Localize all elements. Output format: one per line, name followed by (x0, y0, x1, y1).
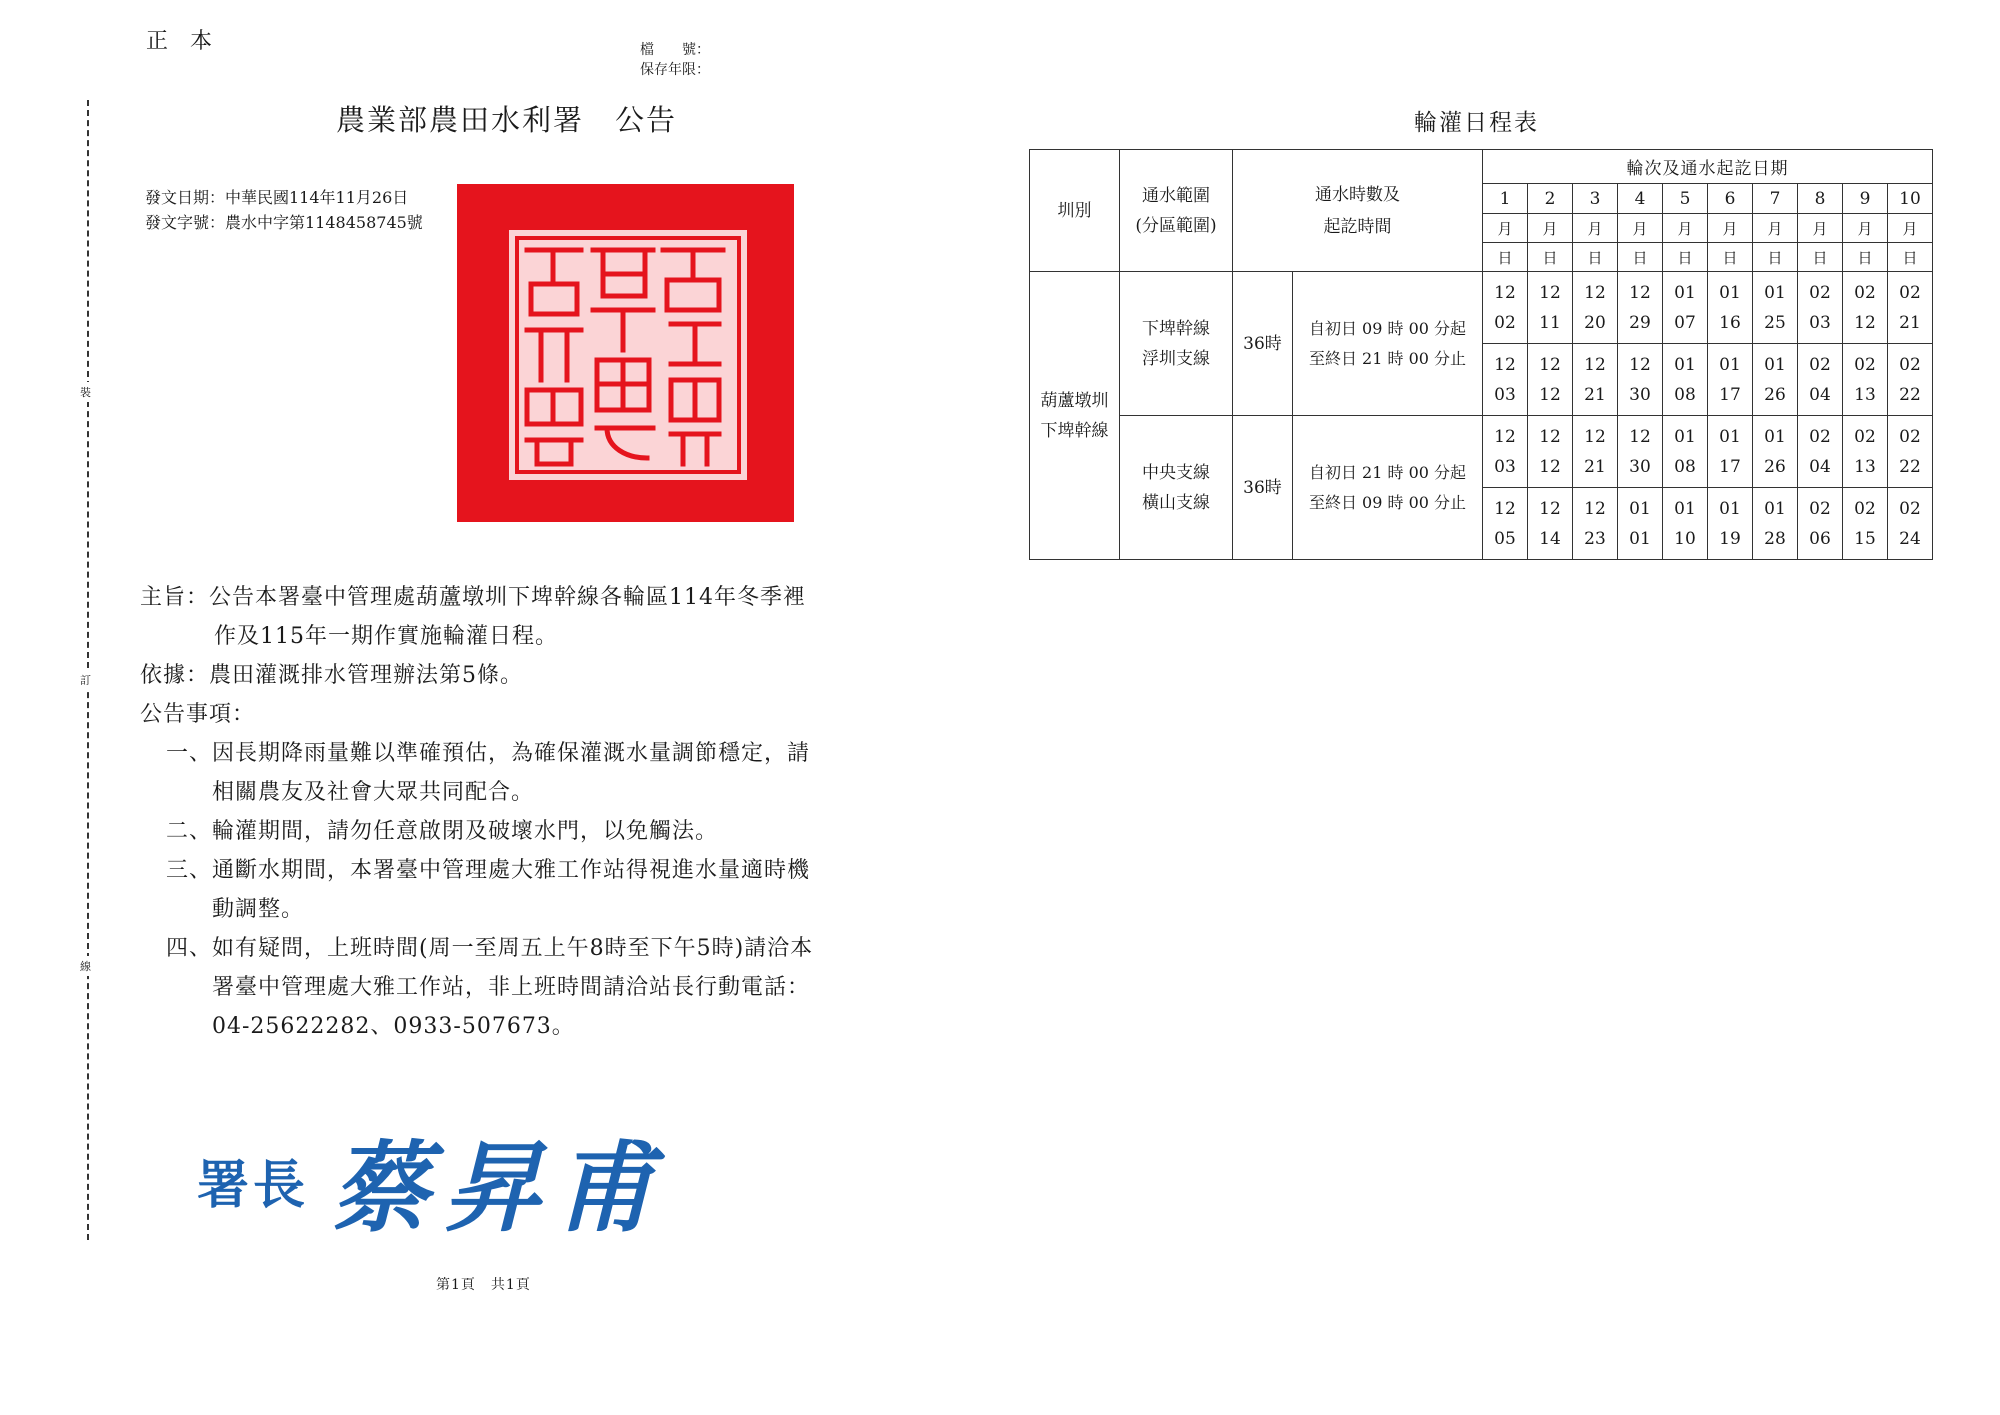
schedule-table (1029, 149, 1933, 560)
date-month: 12 (1584, 354, 1606, 375)
date-month: 02 (1854, 426, 1876, 447)
month-label-3: 月 (1573, 214, 1618, 243)
page-footer: 第1頁 共1頁 (436, 1277, 531, 1293)
date-day: 26 (1764, 384, 1786, 405)
water-hours: 36時 (1233, 416, 1293, 560)
item-1-line-1: 一、因長期降雨量難以準確預估，為確保灌溉水量調節穩定，請 (166, 741, 811, 766)
header-range-line-1: 通水範圍 (1142, 185, 1210, 206)
header-canal: 圳別 (1030, 150, 1120, 272)
header-hours-line-1: 通水時數及 (1315, 184, 1400, 205)
date-day: 06 (1809, 528, 1831, 549)
issue-info (145, 185, 423, 235)
date-month: 01 (1719, 426, 1741, 447)
round-1-end-date (1483, 344, 1528, 416)
month-label-6: 月 (1708, 214, 1753, 243)
date-day: 11 (1539, 312, 1561, 333)
round-7-start-date (1753, 272, 1798, 344)
round-8-end-date (1798, 344, 1843, 416)
start-time: 自初日 09 時 00 分起 (1308, 318, 1467, 338)
date-month: 01 (1764, 282, 1786, 303)
round-6-end-date (1708, 488, 1753, 560)
round-9-start-date (1843, 416, 1888, 488)
date-day: 20 (1584, 312, 1606, 333)
date-month: 01 (1719, 282, 1741, 303)
date-day: 21 (1584, 456, 1606, 477)
header-row-1 (1030, 150, 1933, 184)
month-label-4: 月 (1618, 214, 1663, 243)
date-month: 01 (1674, 498, 1696, 519)
header-hours-line-2: 起訖時間 (1323, 216, 1392, 237)
start-end-time (1293, 416, 1483, 560)
signature-role: 署長 (197, 1155, 310, 1216)
date-day: 19 (1719, 528, 1741, 549)
round-10-end-date (1888, 488, 1933, 560)
date-month: 12 (1629, 426, 1651, 447)
date-month: 01 (1719, 354, 1741, 375)
date-day: 17 (1719, 456, 1741, 477)
date-month: 12 (1629, 282, 1651, 303)
date-day: 10 (1674, 528, 1696, 549)
date-day: 30 (1629, 456, 1651, 477)
date-day: 03 (1494, 384, 1516, 405)
date-month: 02 (1809, 354, 1831, 375)
day-label-8: 日 (1798, 243, 1843, 272)
date-month: 02 (1899, 426, 1921, 447)
canal-name-line-1: 葫蘆墩圳 (1040, 390, 1109, 411)
month-label-7: 月 (1753, 214, 1798, 243)
month-label-8: 月 (1798, 214, 1843, 243)
date-day: 12 (1539, 456, 1561, 477)
service-range-line-1: 中央支線 (1142, 462, 1210, 483)
date-month: 02 (1899, 354, 1921, 375)
round-2-end-date (1528, 344, 1573, 416)
end-time: 至終日 21 時 00 分止 (1308, 348, 1467, 368)
date-day: 13 (1854, 384, 1876, 405)
round-10-start-date (1888, 416, 1933, 488)
date-day: 21 (1899, 312, 1921, 333)
round-8-start-date (1798, 272, 1843, 344)
canal-name-line-2: 下埤幹線 (1040, 420, 1109, 441)
item-4-line-3: 04-25622282、0933-507673。 (212, 1014, 575, 1039)
date-month: 01 (1764, 426, 1786, 447)
day-label-4: 日 (1618, 243, 1663, 272)
round-1-end-date (1483, 488, 1528, 560)
date-month: 12 (1629, 354, 1651, 375)
date-month: 01 (1674, 426, 1696, 447)
item-4-line-1: 四、如有疑問，上班時間(周一至周五上午8時至下午5時)請洽本 (166, 936, 814, 961)
date-month: 02 (1854, 498, 1876, 519)
round-6-start-date (1708, 272, 1753, 344)
round-3-end-date (1573, 344, 1618, 416)
schedule-title: 輪灌日程表 (1414, 110, 1539, 136)
round-4-start-date (1618, 416, 1663, 488)
item-1-line-2: 相關農友及社會大眾共同配合。 (212, 780, 535, 805)
date-day: 25 (1764, 312, 1786, 333)
table-row (1030, 416, 1933, 488)
director-signature (197, 1110, 667, 1251)
round-8-end-date (1798, 488, 1843, 560)
canal-name (1030, 272, 1120, 560)
date-day: 14 (1539, 528, 1561, 549)
round-number-10: 10 (1888, 184, 1933, 214)
date-day: 04 (1809, 456, 1831, 477)
date-month: 02 (1854, 354, 1876, 375)
date-day: 02 (1494, 312, 1516, 333)
date-day: 24 (1899, 528, 1921, 549)
item-3-line-2: 動調整。 (212, 897, 305, 922)
signature-name: 蔡昇甫 (331, 1131, 668, 1246)
round-3-end-date (1573, 488, 1618, 560)
date-month: 01 (1719, 498, 1741, 519)
date-day: 13 (1854, 456, 1876, 477)
date-month: 12 (1584, 498, 1606, 519)
round-1-start-date (1483, 416, 1528, 488)
round-1-start-date (1483, 272, 1528, 344)
service-range-line-2: 橫山支線 (1142, 492, 1210, 513)
date-month: 01 (1764, 354, 1786, 375)
day-label-7: 日 (1753, 243, 1798, 272)
round-6-start-date (1708, 416, 1753, 488)
date-day: 03 (1494, 456, 1516, 477)
round-9-end-date (1843, 344, 1888, 416)
seal-graphic (457, 184, 794, 522)
binding-mark-staple: 訂 (80, 670, 91, 690)
date-day: 29 (1629, 312, 1651, 333)
day-label-5: 日 (1663, 243, 1708, 272)
date-day: 12 (1539, 384, 1561, 405)
round-number-1: 1 (1483, 184, 1528, 214)
round-2-start-date (1528, 272, 1573, 344)
date-month: 12 (1539, 498, 1561, 519)
date-month: 01 (1674, 354, 1696, 375)
round-4-start-date (1618, 272, 1663, 344)
round-5-start-date (1663, 272, 1708, 344)
round-4-end-date (1618, 488, 1663, 560)
notice-body (140, 578, 890, 1046)
round-10-start-date (1888, 272, 1933, 344)
date-day: 30 (1629, 384, 1651, 405)
date-month: 12 (1539, 426, 1561, 447)
round-3-start-date (1573, 272, 1618, 344)
round-number-9: 9 (1843, 184, 1888, 214)
original-copy-mark: 正本 (146, 29, 235, 54)
date-day: 04 (1809, 384, 1831, 405)
file-meta (640, 40, 710, 80)
date-month: 01 (1764, 498, 1786, 519)
binding-mark-line: 線 (80, 956, 91, 976)
date-month: 12 (1494, 498, 1516, 519)
date-day: 21 (1584, 384, 1606, 405)
end-time: 至終日 09 時 00 分止 (1308, 492, 1467, 512)
date-month: 12 (1494, 282, 1516, 303)
day-label-9: 日 (1843, 243, 1888, 272)
table-row (1030, 272, 1933, 344)
round-2-start-date (1528, 416, 1573, 488)
day-label-1: 日 (1483, 243, 1528, 272)
date-month: 02 (1809, 282, 1831, 303)
date-day: 12 (1854, 312, 1876, 333)
service-range (1120, 272, 1233, 416)
round-number-4: 4 (1618, 184, 1663, 214)
month-label-1: 月 (1483, 214, 1528, 243)
round-9-end-date (1843, 488, 1888, 560)
round-6-end-date (1708, 344, 1753, 416)
round-10-end-date (1888, 344, 1933, 416)
month-label-5: 月 (1663, 214, 1708, 243)
issue-date: 發文日期：中華民國114年11月26日 (145, 188, 409, 207)
round-5-end-date (1663, 488, 1708, 560)
day-label-6: 日 (1708, 243, 1753, 272)
round-number-5: 5 (1663, 184, 1708, 214)
date-month: 12 (1584, 426, 1606, 447)
round-3-start-date (1573, 416, 1618, 488)
date-month: 01 (1674, 282, 1696, 303)
round-2-end-date (1528, 488, 1573, 560)
day-label-3: 日 (1573, 243, 1618, 272)
month-label-10: 月 (1888, 214, 1933, 243)
issue-number: 發文字號：農水中字第1148458745號 (145, 213, 423, 232)
date-day: 05 (1494, 528, 1516, 549)
binding-mark-bind: 裝 (80, 382, 91, 402)
item-3-line-1: 三、通斷水期間，本署臺中管理處大雅工作站得視進水量適時機 (166, 858, 811, 883)
round-5-start-date (1663, 416, 1708, 488)
header-range-line-2: (分區範圍) (1135, 215, 1217, 236)
month-label-2: 月 (1528, 214, 1573, 243)
date-month: 02 (1899, 282, 1921, 303)
round-4-end-date (1618, 344, 1663, 416)
date-month: 12 (1539, 282, 1561, 303)
service-range (1120, 416, 1233, 560)
date-month: 01 (1629, 498, 1651, 519)
date-day: 08 (1674, 456, 1696, 477)
schedule-body (1030, 272, 1933, 560)
date-month: 02 (1899, 498, 1921, 519)
service-range-line-2: 浮圳支線 (1142, 348, 1210, 369)
round-8-start-date (1798, 416, 1843, 488)
item-4-line-2: 署臺中管理處大雅工作站，非上班時間請洽站長行動電話： (212, 975, 811, 1000)
file-number-label: 檔 號： (640, 42, 710, 58)
date-day: 03 (1809, 312, 1831, 333)
date-day: 16 (1719, 312, 1741, 333)
start-end-time (1293, 272, 1483, 416)
date-day: 08 (1674, 384, 1696, 405)
notice-title: 農業部農田水利署 公告 (336, 103, 678, 137)
round-number-2: 2 (1528, 184, 1573, 214)
date-month: 12 (1584, 282, 1606, 303)
header-hours (1233, 150, 1483, 272)
service-range-line-1: 下埤幹線 (1142, 318, 1210, 339)
date-day: 23 (1584, 528, 1606, 549)
round-7-end-date (1753, 488, 1798, 560)
header-rounds: 輪次及通水起訖日期 (1483, 150, 1933, 184)
round-number-3: 3 (1573, 184, 1618, 214)
date-day: 01 (1629, 528, 1651, 549)
retention-period-label: 保存年限： (640, 62, 710, 78)
basis-line: 依據：農田灌溉排水管理辦法第5條。 (140, 663, 523, 688)
day-label-2: 日 (1528, 243, 1573, 272)
round-5-end-date (1663, 344, 1708, 416)
date-month: 12 (1494, 426, 1516, 447)
item-2-line-1: 二、輪灌期間，請勿任意啟閉及破壞水門，以免觸法。 (166, 819, 719, 844)
month-label-9: 月 (1843, 214, 1888, 243)
round-7-end-date (1753, 344, 1798, 416)
day-label-10: 日 (1888, 243, 1933, 272)
header-range (1120, 150, 1233, 272)
round-7-start-date (1753, 416, 1798, 488)
official-seal (457, 184, 794, 522)
start-time: 自初日 21 時 00 分起 (1308, 462, 1467, 482)
date-day: 15 (1854, 528, 1876, 549)
round-9-start-date (1843, 272, 1888, 344)
date-month: 12 (1539, 354, 1561, 375)
round-number-8: 8 (1798, 184, 1843, 214)
date-month: 02 (1809, 426, 1831, 447)
date-day: 22 (1899, 456, 1921, 477)
round-number-6: 6 (1708, 184, 1753, 214)
subject-line-1: 主旨：公告本署臺中管理處葫蘆墩圳下埤幹線各輪區114年冬季裡 (140, 585, 806, 610)
date-day: 22 (1899, 384, 1921, 405)
date-month: 02 (1809, 498, 1831, 519)
round-number-7: 7 (1753, 184, 1798, 214)
subject-line-2: 作及115年一期作實施輪灌日程。 (214, 624, 558, 649)
date-day: 28 (1764, 528, 1786, 549)
date-month: 12 (1494, 354, 1516, 375)
date-day: 07 (1674, 312, 1696, 333)
date-day: 17 (1719, 384, 1741, 405)
water-hours: 36時 (1233, 272, 1293, 416)
date-month: 02 (1854, 282, 1876, 303)
items-heading: 公告事項： (140, 702, 256, 727)
date-day: 26 (1764, 456, 1786, 477)
